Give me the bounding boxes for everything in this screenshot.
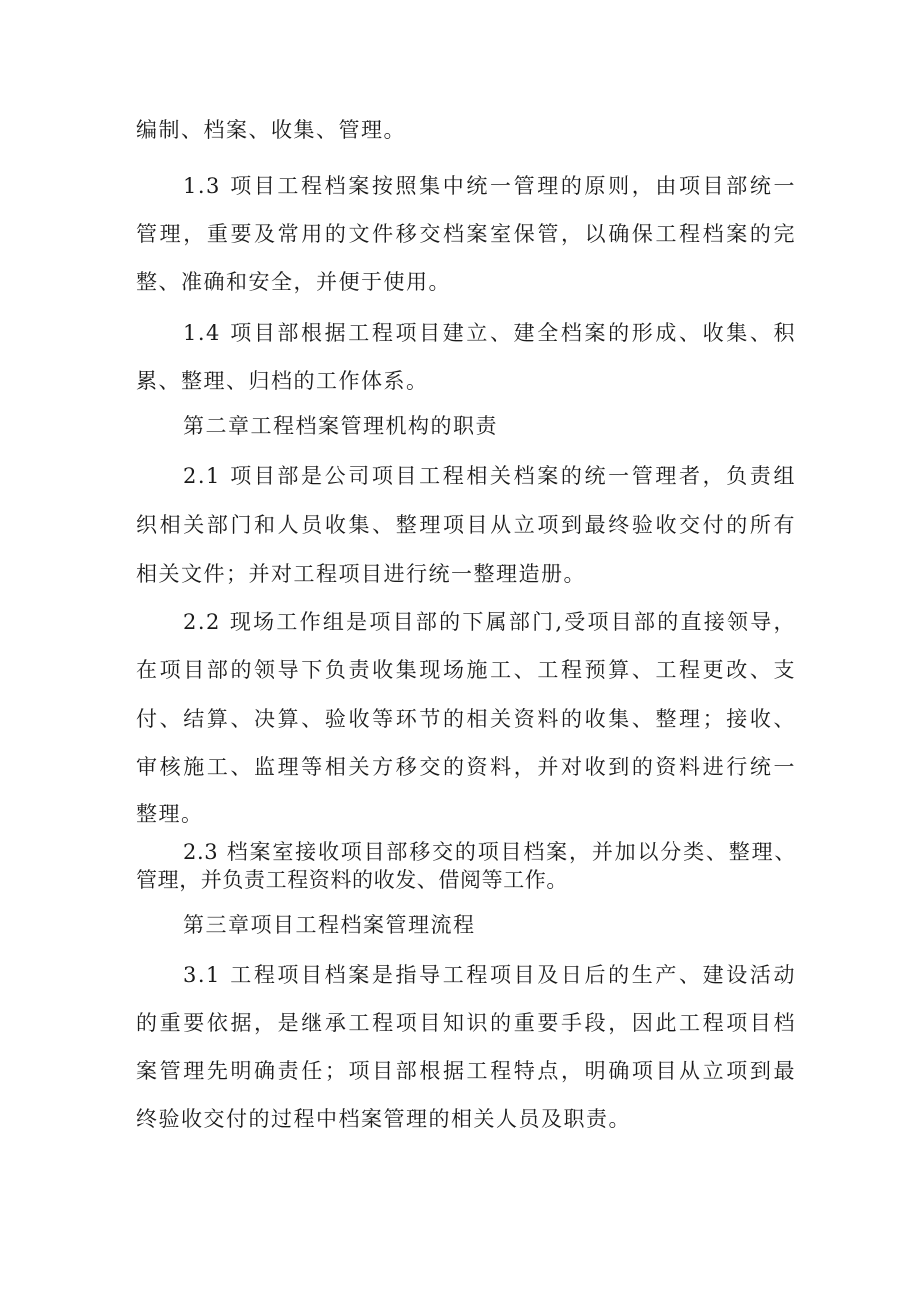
text-line: 2.1 项目部是公司项目工程相关档案的统一管理者，负责组 [183, 464, 796, 488]
text-line: 3.1 工程项目档案是指导工程项目及日后的生产、建设活动 [183, 963, 796, 987]
text-line: 整理。 [136, 802, 204, 826]
text-line: 1.4 项目部根据工程项目建立、建全档案的形成、收集、积 [183, 321, 796, 345]
text-line: 织相关部门和人员收集、整理项目从立项到最终验收交付的所有 [136, 513, 796, 537]
text-line: 累、整理、归档的工作体系。 [136, 369, 429, 393]
text-line: 付、结算、决算、验收等环节的相关资料的收集、整理；接收、 [136, 707, 796, 731]
text-line: 编制、档案、收集、管理。 [136, 118, 406, 142]
text-line: 相关文件；并对工程项目进行统一整理造册。 [136, 562, 586, 586]
text-line: 管理，并负责工程资料的收发、借阅等工作。 [136, 868, 568, 892]
chapter-heading: 第二章工程档案管理机构的职责 [183, 414, 498, 438]
text-line: 案管理先明确责任；项目部根据工程特点，明确项目从立项到最 [136, 1059, 796, 1083]
text-line: 的重要依据，是继承工程项目知识的重要手段，因此工程项目档 [136, 1011, 796, 1035]
text-line: 管理，重要及常用的文件移交档案室保管，以确保工程档案的完 [136, 222, 796, 246]
text-line: 在项目部的领导下负责收集现场施工、工程预算、工程更改、支 [136, 658, 796, 682]
text-line: 1.3 项目工程档案按照集中统一管理的原则，由项目部统一 [183, 174, 796, 198]
text-line: 终验收交付的过程中档案管理的相关人员及职责。 [136, 1107, 631, 1131]
text-line: 2.2 现场工作组是项目部的下属部门,受项目部的直接领导， [183, 610, 796, 634]
text-line: 整、准确和安全，并便于使用。 [136, 270, 451, 294]
text-line: 审核施工、监理等相关方移交的资料，并对收到的资料进行统一 [136, 755, 796, 779]
text-line: 2.3 档案室接收项目部移交的项目档案，并加以分类、整理、 [183, 840, 796, 864]
chapter-heading: 第三章项目工程档案管理流程 [183, 913, 476, 937]
